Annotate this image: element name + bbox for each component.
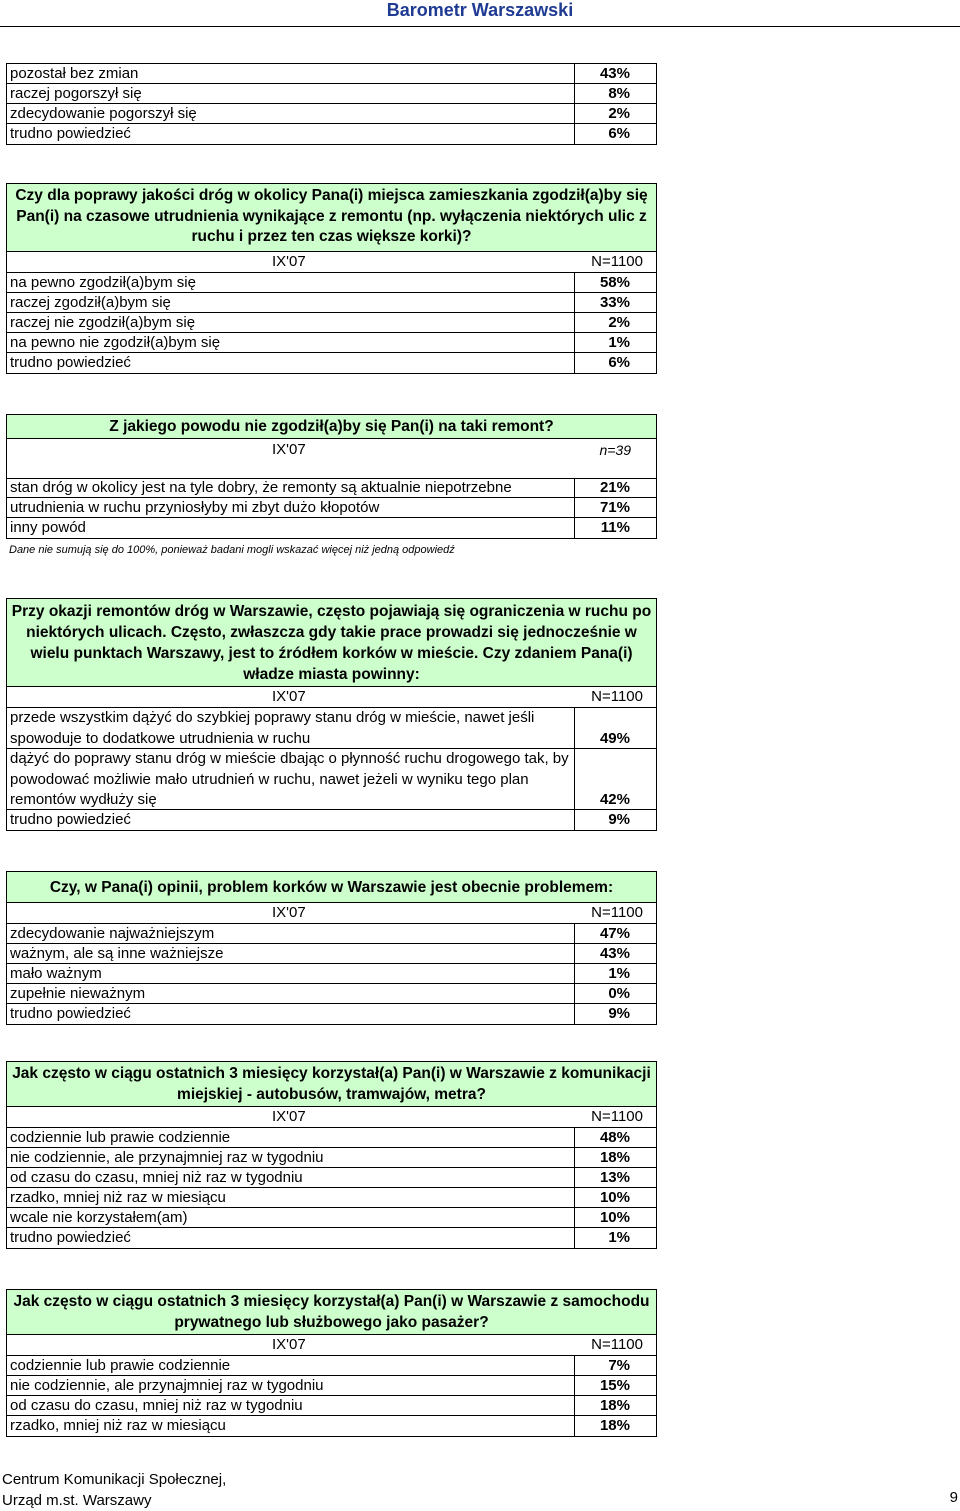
sample-size: N=1100 xyxy=(591,688,643,705)
table-row xyxy=(7,1228,656,1248)
table-row xyxy=(7,810,656,830)
answer-label: inny powód xyxy=(10,519,86,536)
period-label: IX'07 xyxy=(272,1336,306,1353)
answer-label: od czasu do czasu, mniej niż raz w tygodniu xyxy=(10,1397,303,1414)
answer-label: codziennie lub prawie codziennie xyxy=(10,1129,231,1146)
table-row xyxy=(7,124,656,144)
answer-label: ważnym, ale są inne ważniejsze xyxy=(10,945,224,962)
answer-label: raczej nie zgodził(a)bym się xyxy=(10,314,196,331)
question-title: Jak często w ciągu ostatnich 3 miesięcy korzystał(a) Pan(i) w Warszawie z komunikacji miejskiej - autobusów, tramwajów, metra? xyxy=(7,1062,656,1107)
table-row xyxy=(7,353,656,373)
answer-value: 15% xyxy=(599,1377,630,1394)
sample-size: N=1100 xyxy=(591,253,643,270)
answer-label: raczej pogorszył się xyxy=(10,85,142,102)
question-block-refusal-reason xyxy=(6,414,657,539)
question-block-city-authorities xyxy=(6,598,657,831)
table-row xyxy=(7,1188,656,1208)
answer-value: 10% xyxy=(599,1209,630,1226)
footer-office: Urząd m.st. Warszawy xyxy=(2,1492,152,1509)
answer-label: rzadko, mniej niż raz w miesiącu xyxy=(10,1189,226,1206)
answer-label: codziennie lub prawie codziennie xyxy=(10,1357,231,1374)
table-row xyxy=(7,273,656,293)
answer-label: przede wszystkim dążyć do szybkiej poprawy stanu dróg w mieście, nawet jeśli spowoduje to dodatkowe utrudnienia w ruchu xyxy=(10,709,535,747)
answer-label: pozostał bez zmian xyxy=(10,65,139,82)
table-row xyxy=(7,749,656,810)
table-row xyxy=(7,1208,656,1228)
answer-value: 1% xyxy=(608,965,630,982)
answer-value: 18% xyxy=(599,1397,630,1414)
question-title: Przy okazji remontów dróg w Warszawie, często pojawiają się ograniczenia w ruchu po niektórych ulicach. Często, zwłaszcza gdy takie prace prowadzi się jednocześnie w wielu punktach Warszawy, jest to źródłem korków w mieście. Czy zdaniem Pana(i) władze miasta powinny: xyxy=(7,599,656,687)
sample-size: N=1100 xyxy=(591,1108,643,1125)
table-row xyxy=(7,313,656,333)
question-block-repair-consent xyxy=(6,183,657,374)
question-block-car-passenger xyxy=(6,1289,657,1437)
answer-label: nie codziennie, ale przynajmniej raz w tygodniu xyxy=(10,1377,324,1394)
answer-value: 1% xyxy=(608,1229,630,1246)
answer-value: 8% xyxy=(608,85,630,102)
period-header xyxy=(7,439,656,461)
answer-value: 33% xyxy=(599,294,630,311)
question-title: Jak często w ciągu ostatnich 3 miesięcy korzystał(a) Pan(i) w Warszawie z samochodu prywatnego lub służbowego jako pasażer? xyxy=(7,1290,656,1335)
sample-size: n=39 xyxy=(599,442,631,458)
answer-value: 58% xyxy=(599,274,630,291)
period-label: IX'07 xyxy=(272,1108,306,1125)
answer-label: zupełnie nieważnym xyxy=(10,985,146,1002)
table-row xyxy=(7,1396,656,1416)
answer-label: rzadko, mniej niż raz w miesiącu xyxy=(10,1417,226,1434)
sample-size: N=1100 xyxy=(591,1336,643,1353)
table-row xyxy=(7,1004,656,1024)
question-block-public-transport xyxy=(6,1061,657,1249)
table-row xyxy=(7,478,656,498)
answer-label: trudno powiedzieć xyxy=(10,1005,131,1022)
answer-value: 11% xyxy=(600,519,630,536)
answer-label: od czasu do czasu, mniej niż raz w tygodniu xyxy=(10,1169,303,1186)
answer-label: trudno powiedzieć xyxy=(10,811,131,828)
answer-label: na pewno nie zgodził(a)bym się xyxy=(10,334,221,351)
table-row xyxy=(7,64,656,84)
answer-label: stan dróg w okolicy jest na tyle dobry, że remonty są aktualnie niepotrzebne xyxy=(10,479,512,496)
answer-value: 10% xyxy=(599,1189,630,1206)
answer-label: wcale nie korzystałem(am) xyxy=(10,1209,188,1226)
answer-value: 13% xyxy=(599,1169,630,1186)
answer-label: trudno powiedzieć xyxy=(10,125,131,142)
answer-label: dążyć do poprawy stanu dróg w mieście dbając o płynność ruchu drogowego tak, by powodować możliwie mało utrudnień w ruchu, nawet jeżeli w wyniku tego plan remontów wydłuży się xyxy=(10,750,569,808)
answer-value: 2% xyxy=(608,105,630,122)
footnote: Dane nie sumują się do 100%, ponieważ badani mogli wskazać więcej niż jedną odpowiedź xyxy=(9,544,455,556)
table-row xyxy=(7,84,656,104)
answer-value: 18% xyxy=(599,1149,630,1166)
table-row xyxy=(7,924,656,944)
answer-value: 49% xyxy=(599,729,630,747)
table-row xyxy=(7,944,656,964)
table-row xyxy=(7,1376,656,1396)
table-row xyxy=(7,1148,656,1168)
answer-value: 7% xyxy=(608,1357,630,1374)
table-row xyxy=(7,293,656,313)
period-label: IX'07 xyxy=(272,441,306,458)
table-row xyxy=(7,104,656,124)
footer xyxy=(2,1469,226,1511)
table-row xyxy=(7,333,656,353)
answer-value: 6% xyxy=(608,354,630,371)
sample-size: N=1100 xyxy=(591,904,643,921)
answer-label: trudno powiedzieć xyxy=(10,1229,131,1246)
answer-value: 48% xyxy=(599,1129,630,1146)
results-table-continued xyxy=(6,63,657,145)
period-label: IX'07 xyxy=(272,253,306,270)
period-header xyxy=(7,903,656,924)
answer-value: 9% xyxy=(608,811,630,828)
answer-value: 71% xyxy=(599,499,630,516)
answer-value: 47% xyxy=(599,925,630,942)
question-title: Czy, w Pana(i) opinii, problem korków w Warszawie jest obecnie problemem: xyxy=(7,872,656,903)
header-divider xyxy=(0,26,960,27)
table-row xyxy=(7,518,656,538)
answer-label: mało ważnym xyxy=(10,965,102,982)
answer-value: 2% xyxy=(608,314,630,331)
period-header xyxy=(7,687,656,708)
table-row xyxy=(7,1128,656,1148)
answer-label: zdecydowanie najważniejszym xyxy=(10,925,215,942)
period-header xyxy=(7,1335,656,1356)
period-label: IX'07 xyxy=(272,688,306,705)
answer-value: 9% xyxy=(608,1005,630,1022)
answer-label: nie codziennie, ale przynajmniej raz w tygodniu xyxy=(10,1149,324,1166)
answer-value: 1% xyxy=(608,334,630,351)
answer-value: 18% xyxy=(599,1417,630,1434)
table-row xyxy=(7,1356,656,1376)
answer-value: 42% xyxy=(599,790,630,808)
answer-value: 21% xyxy=(599,479,630,496)
page-number: 9 xyxy=(949,1489,958,1506)
answer-label: zdecydowanie pogorszył się xyxy=(10,105,197,122)
answer-label: utrudnienia w ruchu przyniosłyby mi zbyt dużo kłopotów xyxy=(10,499,380,516)
period-header xyxy=(7,252,656,273)
table-row xyxy=(7,984,656,1004)
table-row xyxy=(7,1416,656,1436)
question-title: Czy dla poprawy jakości dróg w okolicy Pana(i) miejsca zamieszkania zgodził(a)by się Pan(i) na czasowe utrudnienia wynikające z remontu (np. wyłączenia niektórych ulic z ruchu i przez ten czas większe korki)? xyxy=(7,184,656,252)
question-block-traffic-jams xyxy=(6,871,657,1025)
answer-label: raczej zgodził(a)bym się xyxy=(10,294,171,311)
footer-organization: Centrum Komunikacji Społecznej, xyxy=(2,1471,227,1488)
period-label: IX'07 xyxy=(272,904,306,921)
answer-label: trudno powiedzieć xyxy=(10,354,131,371)
table-row xyxy=(7,498,656,518)
answer-value: 0% xyxy=(608,985,630,1002)
page-title: Barometr Warszawski xyxy=(386,0,574,20)
answer-value: 43% xyxy=(599,65,630,82)
table-row xyxy=(7,964,656,984)
answer-value: 6% xyxy=(608,125,630,142)
spacer-row xyxy=(7,461,656,478)
question-title: Z jakiego powodu nie zgodził(a)by się Pan(i) na taki remont? xyxy=(7,415,656,439)
table-row xyxy=(7,708,656,749)
answer-value: 43% xyxy=(599,945,630,962)
answer-label: na pewno zgodził(a)bym się xyxy=(10,274,196,291)
table-row xyxy=(7,1168,656,1188)
period-header xyxy=(7,1107,656,1128)
